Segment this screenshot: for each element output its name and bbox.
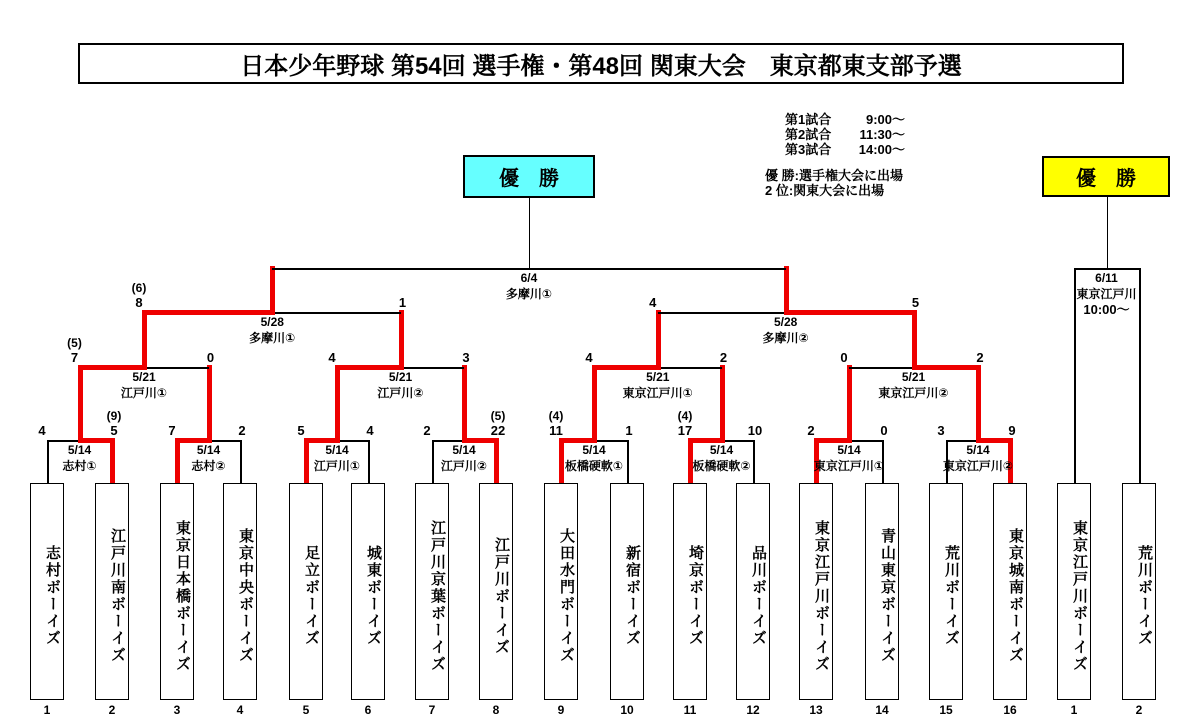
match-venue: 東京江戸川①	[622, 386, 693, 400]
team-number: 1	[43, 703, 51, 717]
match-date: 5/14	[582, 443, 606, 457]
advance-line-v	[304, 438, 309, 483]
match-left-score: 7	[70, 350, 79, 365]
right-match-venue: 東京江戸川	[1076, 287, 1137, 301]
match-right-score: 10	[747, 423, 763, 438]
team-number: 8	[492, 703, 500, 717]
team-box: 大田水門ボーイズ	[544, 483, 578, 700]
advance-line-v	[976, 365, 981, 443]
advance-line-v	[207, 365, 212, 443]
team-number: 16	[1003, 703, 1017, 717]
advance-line-v	[142, 310, 147, 370]
match-right-score: 5	[110, 423, 118, 438]
match-date: 5/21	[646, 370, 670, 384]
team-number: 14	[875, 703, 889, 717]
team-box: 荒川ボーイズ	[1122, 483, 1156, 700]
match-right-score: 2	[976, 350, 984, 365]
advance-line-h	[144, 310, 274, 315]
match-venue: 板橋硬軟①	[564, 459, 624, 473]
team-box: 東京中央ボーイズ	[223, 483, 257, 700]
match-date: 5/21	[132, 370, 156, 384]
team-number: 10	[620, 703, 634, 717]
team-number: 2	[1135, 703, 1143, 717]
right-match-time: 10:00～	[1083, 302, 1130, 317]
bracket-line-v	[1074, 268, 1076, 483]
match-left-score: 3	[937, 423, 945, 438]
match-venue: 東京江戸川①	[813, 459, 885, 473]
match-right-innings-note: (5)	[490, 409, 506, 423]
final-venue: 多摩川①	[505, 287, 553, 301]
match-date: 5/14	[452, 443, 476, 457]
match-venue: 江戸川①	[313, 459, 361, 473]
match-date: 5/14	[196, 443, 221, 457]
team-number: 2	[108, 703, 116, 717]
match-left-score: 4	[649, 295, 657, 310]
team-box: 志村ボーイズ	[30, 483, 64, 700]
match-right-score: 3	[462, 350, 470, 365]
match-right-score: 2	[238, 423, 246, 438]
match-left-innings-note: (5)	[67, 336, 82, 350]
team-box: 江戸川ボーイズ	[479, 483, 513, 700]
advance-line-v	[494, 438, 499, 483]
match-left-innings-note: (6)	[131, 281, 147, 295]
advance-line-v	[720, 365, 725, 443]
team-number: 11	[683, 703, 697, 717]
team-box: 江戸川南ボーイズ	[95, 483, 129, 700]
match-left-score: 7	[168, 423, 176, 438]
advance-line-v	[784, 266, 789, 315]
match-right-score: 1	[398, 295, 407, 310]
qualification-note-line: 2 位:関東大会に出場	[765, 183, 885, 198]
team-number: 12	[746, 703, 760, 717]
schedule-game-time: 11:30～	[859, 127, 905, 142]
right-match-date: 6/11	[1095, 271, 1118, 285]
final-to-champion-line	[529, 198, 531, 268]
qualification-notes	[765, 168, 903, 198]
right-champion-box: 優 勝	[1042, 156, 1170, 197]
advance-line-v	[335, 365, 340, 443]
page-title: 日本少年野球 第54回 選手権・第48回 関東大会 東京都東支部予選	[78, 43, 1124, 84]
team-box: 埼京ボーイズ	[673, 483, 707, 700]
match-left-innings-note: (4)	[548, 409, 564, 423]
match-venue: 志村①	[62, 459, 97, 473]
advance-line-v	[175, 438, 180, 483]
match-venue: 東京江戸川②	[942, 459, 1014, 473]
game-time-schedule	[785, 112, 905, 157]
match-venue: 多摩川①	[249, 331, 296, 345]
match-venue: 多摩川②	[762, 331, 809, 345]
match-venue: 江戸川②	[377, 386, 424, 400]
bracket-line-v	[1139, 268, 1141, 483]
team-number: 4	[236, 703, 244, 717]
advance-line-v	[656, 310, 661, 370]
match-date: 5/14	[966, 443, 990, 457]
advance-line-v	[847, 365, 852, 443]
team-number: 15	[939, 703, 953, 717]
team-number: 5	[302, 703, 310, 717]
match-right-score: 22	[490, 423, 506, 438]
match-date: 5/14	[325, 443, 349, 457]
schedule-game-label: 第2試合	[785, 127, 832, 142]
team-box: 東京日本橋ボーイズ	[160, 483, 194, 700]
match-venue: 江戸川②	[440, 459, 488, 473]
advance-line-v	[592, 365, 597, 443]
match-right-score: 4	[366, 423, 374, 438]
bracket-line-v	[240, 440, 242, 483]
schedule-row	[785, 112, 905, 127]
team-box: 東京城南ボーイズ	[993, 483, 1027, 700]
advance-line-v	[399, 310, 404, 370]
match-right-score: 2	[719, 350, 728, 365]
bracket-line-h	[1074, 268, 1139, 270]
schedule-game-label: 第1試合	[785, 112, 832, 127]
team-number: 6	[364, 703, 372, 717]
final-line	[272, 268, 785, 270]
bracket-line-v	[753, 440, 755, 483]
team-box: 青山東京ボーイズ	[865, 483, 899, 700]
team-box: 足立ボーイズ	[289, 483, 323, 700]
match-right-score: 0	[880, 423, 888, 438]
match-left-innings-note: (4)	[677, 409, 693, 423]
team-box: 東京江戸川ボーイズ	[1057, 483, 1091, 700]
match-left-score: 0	[840, 350, 848, 365]
bracket-line-v	[47, 440, 49, 483]
advance-line-h	[784, 310, 914, 315]
match-left-score: 4	[328, 350, 336, 365]
schedule-row	[785, 142, 905, 157]
advance-line-v	[559, 438, 564, 483]
advance-line-v	[78, 365, 83, 443]
match-venue: 江戸川①	[120, 386, 168, 400]
match-date: 5/21	[901, 370, 926, 384]
match-date: 5/14	[837, 443, 861, 457]
team-box: 新宿ボーイズ	[610, 483, 644, 700]
team-box: 城東ボーイズ	[351, 483, 385, 700]
advance-line-v	[270, 266, 275, 315]
final-date: 6/4	[520, 271, 538, 285]
team-number: 9	[557, 703, 565, 717]
match-left-score: 4	[38, 423, 46, 438]
match-venue: 板橋硬軟②	[692, 459, 751, 473]
match-right-score: 1	[625, 423, 633, 438]
bracket-line-v	[627, 440, 629, 483]
qualification-note-line: 優 勝:選手権大会に出場	[765, 168, 903, 183]
right-final-to-champion-line	[1107, 197, 1109, 268]
match-date: 5/28	[773, 315, 798, 329]
schedule-game-time: 9:00～	[865, 112, 905, 127]
match-right-score: 9	[1008, 423, 1016, 438]
match-right-innings-note: (9)	[106, 409, 122, 423]
schedule-row	[785, 127, 905, 142]
match-left-score: 2	[423, 423, 431, 438]
bracket-line-v	[368, 440, 370, 483]
team-number: 13	[809, 703, 823, 717]
team-box: 品川ボーイズ	[736, 483, 770, 700]
team-number: 1	[1070, 703, 1078, 717]
team-number: 7	[428, 703, 436, 717]
advance-line-v	[110, 438, 115, 483]
match-date: 5/14	[67, 443, 92, 457]
advance-line-v	[462, 365, 467, 443]
match-date: 5/21	[388, 370, 413, 384]
match-date: 5/28	[260, 315, 284, 329]
match-right-score: 5	[911, 295, 920, 310]
bracket-line-v	[432, 440, 434, 483]
team-box: 東京江戸川ボーイズ	[799, 483, 833, 700]
match-date: 5/14	[709, 443, 734, 457]
left-champion-box: 優 勝	[463, 155, 595, 198]
schedule-game-time: 14:00～	[858, 142, 905, 157]
match-right-score: 0	[206, 350, 215, 365]
team-box: 江戸川京葉ボーイズ	[415, 483, 449, 700]
team-number: 3	[173, 703, 181, 717]
match-left-score: 11	[549, 423, 563, 438]
team-box: 荒川ボーイズ	[929, 483, 963, 700]
match-venue: 志村②	[191, 459, 226, 473]
match-left-score: 2	[807, 423, 815, 438]
schedule-game-label: 第3試合	[785, 142, 832, 157]
match-venue: 東京江戸川②	[878, 386, 949, 400]
match-left-score: 17	[677, 423, 693, 438]
match-left-score: 5	[297, 423, 305, 438]
match-left-score: 8	[135, 295, 143, 310]
advance-line-v	[912, 310, 917, 370]
match-left-score: 4	[585, 350, 593, 365]
